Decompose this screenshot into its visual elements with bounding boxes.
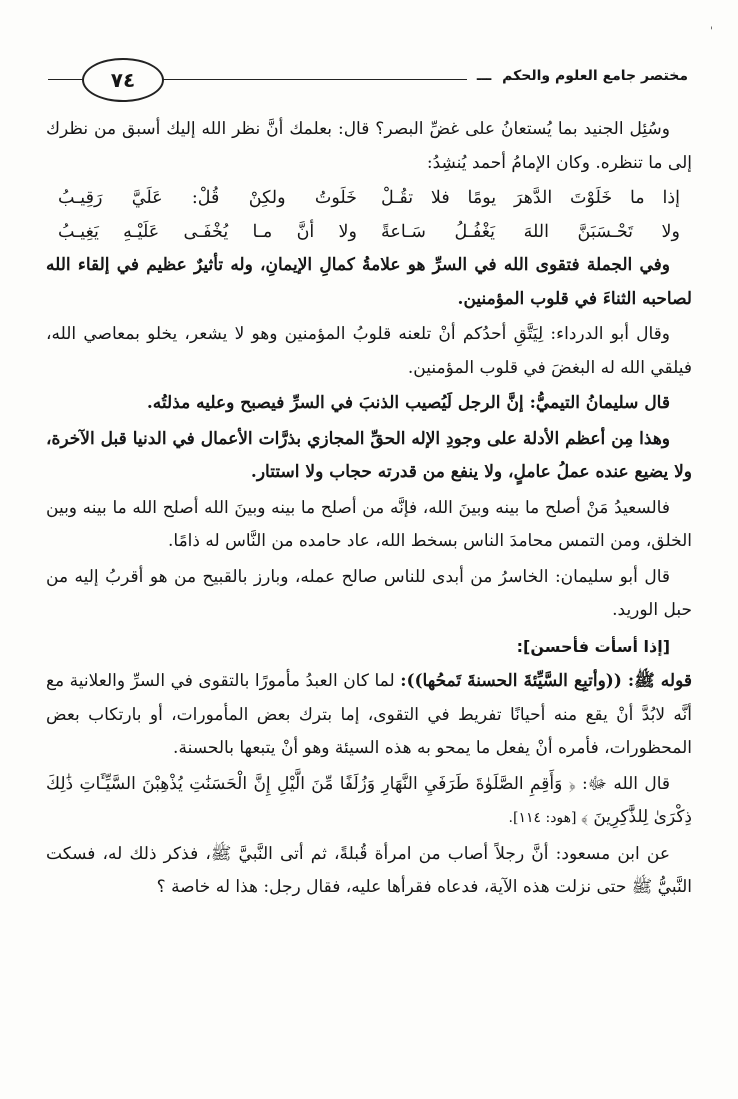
paragraph bbox=[46, 113, 692, 180]
paragraph: وقال أبو الدرداء: لِيَتَّقِ أحدُكم أنْ تلعنه قلوبُ المؤمنين وهو لا يشعر، يخلو بمعاصي الله، فيلقي الله له البغضَ في قلوب المؤمنين. bbox=[46, 324, 692, 378]
paragraph: وهذا مِن أعظم الأدلة على وجودِ الإله الحقِّ المجازي بذرَّات الأعمال في الدنيا قبل الآخرة، ولا يضيع عنده عملُ عاملٍ، ولا ينفع من قدرته حجاب ولا استتار. bbox=[46, 428, 692, 482]
paragraph: قال سليمانُ التيميُّ: إنَّ الرجل لَيُصيب الذنبَ في السرِّ فيصبح وعليه مذلتُه. bbox=[146, 393, 670, 413]
page-number-text: ٧٤ bbox=[110, 68, 136, 92]
paragraph bbox=[46, 768, 692, 836]
p1-line2: نظرك إلى ما تنظره. وكان الإمامُ أحمد يُنشِدُ: bbox=[46, 119, 692, 173]
paragraph-text: لما كان العبدُ مأمورًا بالتقوى في السرِّ والعلانية مع أنَّه لابُدَّ أنْ يقع منه أحيانًا تفريط في التقوى، إما بترك بعض المأمورات، أو بارتكاب بعض المحظورات، فأمره أنْ يفعل ما يمحو به هذه السيئة وهو أنْ يتبعها بالحسنة. bbox=[46, 671, 692, 758]
running-title bbox=[467, 68, 688, 84]
hadith-lead: قوله ﷺ: ((وأتبِع السَّيِّئةَ الحسنةَ تَمحُها)): bbox=[400, 671, 692, 691]
book-title: مختصر جامع العلوم والحكم bbox=[502, 68, 688, 84]
verse-reference: [هود: ١١٤]. bbox=[508, 810, 581, 826]
paragraph: فالسعيدُ مَنْ أصلح ما بينه وبينَ الله، فإنَّه من أصلح ما بينه وبينَ الله أصلح الله ما بينه وبين الخلق، ومن التمس محامدَ الناس بسخط الله، عاد حامده من النَّاس له ذامًا. bbox=[46, 497, 692, 551]
verse1-second-hemistich: خَلَوتُ ولكِنْ قُلْ: عَلَيَّ رَقِيـبُ bbox=[58, 188, 357, 208]
paragraph: عن ابن مسعود: أنَّ رجلاً أصاب من امرأة قُبلةً، ثم أتى النَّبيَّ ﷺ، فذكر ذلك له، فسكت النَّبيُّ ﷺ حتى نزلت هذه الآية، فدعاه فقرأها عليه، فقال رجل: هذا له خاصة ؟ bbox=[46, 843, 692, 897]
paragraph: قال أبو سليمان: الخاسرُ من أبدى للناس صالح عمله، وبارز بالقبيح من هو أقربُ إليه من حبل الوريد. bbox=[46, 566, 692, 620]
quran-verse: ﴿ وَأَقِمِ الصَّلَوٰةَ طَرَفَيِ النَّهَارِ وَزُلَفًا مِّنَ الَّيْلِ إِنَّ الْحَسَنَٰتِ يُذْهِبْنَ السَّيِّـَٔاتِ ذَٰلِكَ ذِكْرَىٰ لِلذَّٰكِرِينَ ﴾ bbox=[46, 773, 692, 827]
page-body bbox=[46, 113, 692, 907]
p1-line1: وسُئِل الجنيد بما يُستعانُ على غضِّ البصر؟ قال: بعلمك أنَّ نظر الله إليك أسبق من bbox=[94, 119, 670, 139]
section-heading: [إذا أسأت فأحسن]: bbox=[516, 636, 670, 656]
poem bbox=[46, 182, 692, 249]
page-number bbox=[82, 58, 164, 102]
verse1-first-hemistich: إذا ما خَلَوْتَ الدَّهرَ يومًا فلا تقُـلْ bbox=[381, 188, 680, 208]
verse2-second-hemistich: ولا أنَّ مـا يُخْفَـى عَلَيْـهِ يَغِيـبُ bbox=[58, 221, 357, 242]
verse-intro: قال الله ﷻ: bbox=[575, 773, 670, 794]
paragraph bbox=[46, 665, 692, 766]
verse2-first-hemistich: ولا تَحْـسَبَنَّ اللهَ يَغْفُـلُ سَـاعةً bbox=[381, 221, 680, 242]
page-header bbox=[48, 58, 688, 100]
paragraph: وفي الجملة فتقوى الله في السرِّ هو علامةُ كمالِ الإيمانِ، وله تأثيرٌ عظيم في إلقاء الله لصاحبه الثناءَ في قلوب المؤمنين. bbox=[46, 255, 692, 309]
title-dash: ـــ bbox=[476, 68, 492, 84]
scan-mark: ' bbox=[710, 26, 713, 37]
